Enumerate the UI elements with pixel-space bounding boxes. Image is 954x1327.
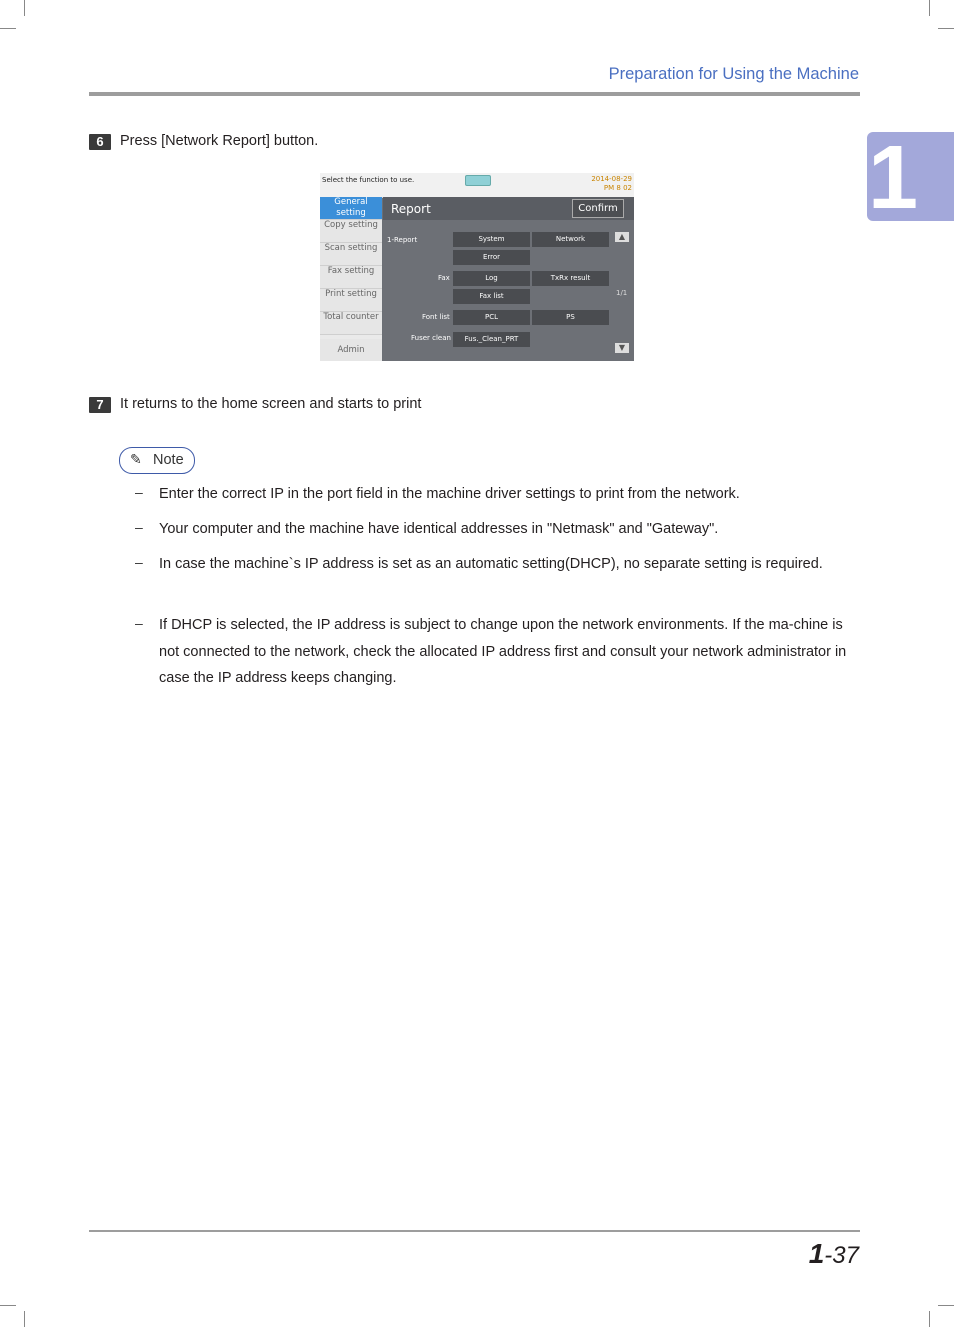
crop-mark	[938, 1305, 954, 1306]
txrx-result-button[interactable]: TxRx result	[532, 271, 609, 286]
step-number-badge: 6	[89, 134, 111, 150]
crop-mark	[938, 28, 954, 29]
row-label-font-list: Font list	[422, 313, 450, 321]
page-separator: -	[824, 1242, 833, 1269]
system-report-button[interactable]: System	[453, 232, 530, 247]
crop-mark	[24, 0, 25, 16]
pencil-icon: ✎	[130, 451, 142, 467]
page-number	[809, 1238, 859, 1270]
crop-mark	[929, 0, 930, 16]
fax-log-button[interactable]: Log	[453, 271, 530, 286]
page-indicator: 1/1	[616, 289, 628, 297]
note-item: Your computer and the machine have identical addresses in "Netmask" and "Gateway".	[159, 521, 719, 537]
step-text: It returns to the home screen and starts to print	[120, 396, 422, 412]
sidebar-item-copy-setting[interactable]: Copy setting	[320, 220, 382, 243]
panel-title: Report	[391, 202, 431, 216]
page-header-title: Preparation for Using the Machine	[608, 65, 859, 83]
footer-divider	[89, 1230, 860, 1232]
row-label-fuser-clean: Fuser clean	[411, 334, 451, 342]
network-report-button[interactable]: Network	[532, 232, 609, 247]
sidebar-item-scan-setting[interactable]: Scan setting	[320, 243, 382, 266]
scroll-up-icon[interactable]: ▲	[615, 232, 629, 242]
crop-mark	[24, 1311, 25, 1327]
pcl-font-list-button[interactable]: PCL	[453, 310, 530, 325]
header-divider	[89, 92, 860, 96]
fax-list-button[interactable]: Fax list	[453, 289, 530, 304]
device-date: 2014-08-29	[591, 175, 632, 183]
sidebar-item-general-setting[interactable]: General setting	[320, 197, 382, 220]
page-chapter: 1	[808, 1238, 825, 1269]
chapter-number: 1	[868, 128, 919, 228]
step-text: Press [Network Report] button.	[120, 133, 319, 149]
row-label-fax: Fax	[438, 274, 450, 282]
note-item: In case the machine`s IP address is set as an automatic setting(DHCP), no separate setting is required.	[159, 556, 823, 572]
row-label-report: 1-Report	[387, 236, 418, 244]
bullet-dash: –	[135, 554, 143, 570]
device-prompt: Select the function to use.	[322, 176, 415, 184]
fuser-clean-print-button[interactable]: Fus._Clean_PRT	[453, 332, 530, 347]
note-badge	[119, 447, 195, 474]
sidebar-item-fax-setting[interactable]: Fax setting	[320, 266, 382, 289]
note-label: Note	[153, 452, 184, 468]
bullet-dash: –	[135, 519, 143, 535]
note-item: If DHCP is selected, the IP address is subject to change upon the network environments. If the ma-chine is not connected to the network, check the allocated IP address first and consult your network administrator in case the IP address keeps changing.	[159, 617, 847, 686]
bullet-dash: –	[135, 615, 143, 631]
crop-mark	[929, 1311, 930, 1327]
sidebar-item-admin[interactable]: Admin	[320, 339, 382, 361]
sidebar-item-total-counter[interactable]: Total counter	[320, 312, 382, 335]
crop-mark	[0, 1305, 16, 1306]
error-report-button[interactable]: Error	[453, 250, 530, 265]
confirm-button[interactable]: Confirm	[572, 199, 624, 218]
scroll-down-icon[interactable]: ▼	[615, 343, 629, 353]
bullet-dash: –	[135, 484, 143, 500]
sidebar-item-print-setting[interactable]: Print setting	[320, 289, 382, 312]
device-screenshot	[320, 173, 634, 361]
step-number-badge: 7	[89, 397, 111, 413]
ps-font-list-button[interactable]: PS	[532, 310, 609, 325]
device-time: PM 8 02	[603, 184, 632, 192]
note-item: Enter the correct IP in the port field in the machine driver settings to print from the network.	[159, 486, 740, 502]
page-number-value: 37	[832, 1242, 859, 1269]
crop-mark	[0, 28, 16, 29]
menu-handle-icon[interactable]	[465, 175, 491, 186]
